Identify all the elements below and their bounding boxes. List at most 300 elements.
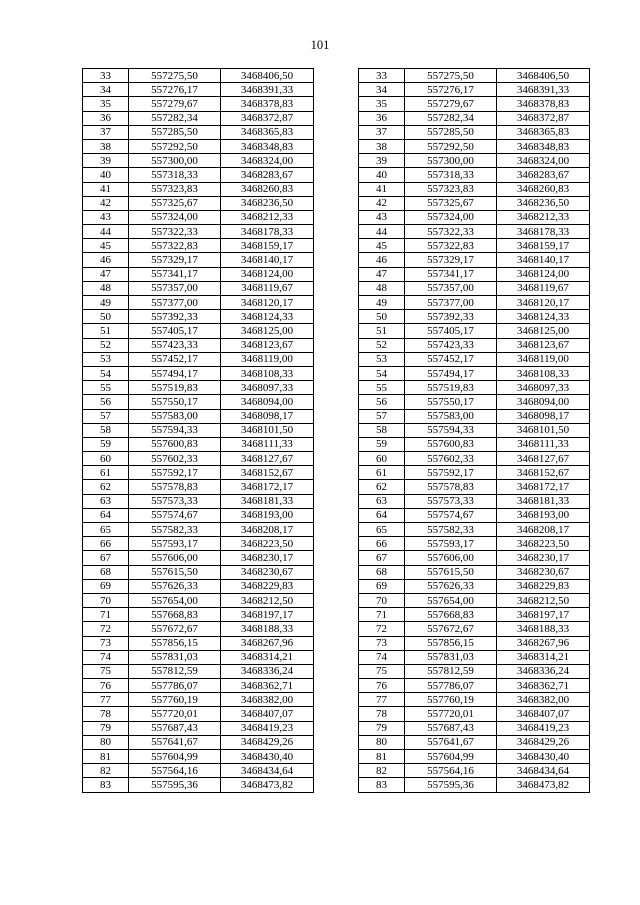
table-row xyxy=(359,168,590,182)
x-coordinate-cell: 557602,33 xyxy=(129,452,221,466)
point-number-cell: 59 xyxy=(359,437,405,451)
table-row xyxy=(83,537,314,551)
point-number-cell: 47 xyxy=(83,267,129,281)
y-coordinate-cell: 3468434,64 xyxy=(221,764,314,778)
x-coordinate-cell: 557594,33 xyxy=(405,423,497,437)
table-row xyxy=(83,636,314,650)
y-coordinate-cell: 3468181,33 xyxy=(497,494,590,508)
table-row xyxy=(83,139,314,153)
table-row xyxy=(83,182,314,196)
y-coordinate-cell: 3468125,00 xyxy=(221,324,314,338)
table-row xyxy=(83,253,314,267)
point-number-cell: 76 xyxy=(359,679,405,693)
table-row xyxy=(83,437,314,451)
point-number-cell: 55 xyxy=(359,381,405,395)
y-coordinate-cell: 3468429,26 xyxy=(497,735,590,749)
table-row xyxy=(359,324,590,338)
point-number-cell: 48 xyxy=(83,281,129,295)
point-number-cell: 40 xyxy=(359,168,405,182)
table-row xyxy=(83,593,314,607)
y-coordinate-cell: 3468283,67 xyxy=(221,168,314,182)
point-number-cell: 39 xyxy=(359,154,405,168)
point-number-cell: 61 xyxy=(359,466,405,480)
table-row xyxy=(359,97,590,111)
x-coordinate-cell: 557760,19 xyxy=(129,693,221,707)
table-row xyxy=(83,196,314,210)
y-coordinate-cell: 3468140,17 xyxy=(221,253,314,267)
table-row xyxy=(359,565,590,579)
x-coordinate-cell: 557600,83 xyxy=(129,437,221,451)
point-number-cell: 69 xyxy=(359,579,405,593)
point-number-cell: 63 xyxy=(359,494,405,508)
y-coordinate-cell: 3468178,33 xyxy=(221,225,314,239)
table-row xyxy=(359,764,590,778)
point-number-cell: 80 xyxy=(359,735,405,749)
x-coordinate-cell: 557856,15 xyxy=(405,636,497,650)
x-coordinate-cell: 557604,99 xyxy=(129,750,221,764)
y-coordinate-cell: 3468348,83 xyxy=(497,139,590,153)
x-coordinate-cell: 557324,00 xyxy=(405,210,497,224)
x-coordinate-cell: 557604,99 xyxy=(405,750,497,764)
y-coordinate-cell: 3468314,21 xyxy=(497,650,590,664)
table-row xyxy=(83,381,314,395)
x-coordinate-cell: 557423,33 xyxy=(405,338,497,352)
y-coordinate-cell: 3468473,82 xyxy=(497,778,590,792)
point-number-cell: 50 xyxy=(359,310,405,324)
y-coordinate-cell: 3468094,00 xyxy=(497,395,590,409)
table-row xyxy=(83,693,314,707)
y-coordinate-cell: 3468362,71 xyxy=(221,679,314,693)
y-coordinate-cell: 3468193,00 xyxy=(221,508,314,522)
x-coordinate-cell: 557318,33 xyxy=(129,168,221,182)
table-row xyxy=(83,551,314,565)
point-number-cell: 38 xyxy=(83,139,129,153)
x-coordinate-cell: 557786,07 xyxy=(405,679,497,693)
y-coordinate-cell: 3468348,83 xyxy=(221,139,314,153)
point-number-cell: 56 xyxy=(359,395,405,409)
table-row xyxy=(359,750,590,764)
point-number-cell: 37 xyxy=(359,125,405,139)
x-coordinate-cell: 557593,17 xyxy=(405,537,497,551)
x-coordinate-cell: 557786,07 xyxy=(129,679,221,693)
x-coordinate-cell: 557592,17 xyxy=(129,466,221,480)
y-coordinate-cell: 3468230,17 xyxy=(497,551,590,565)
x-coordinate-cell: 557322,33 xyxy=(129,225,221,239)
point-number-cell: 79 xyxy=(359,721,405,735)
y-coordinate-cell: 3468267,96 xyxy=(497,636,590,650)
x-coordinate-cell: 557582,33 xyxy=(405,523,497,537)
y-coordinate-cell: 3468124,33 xyxy=(497,310,590,324)
x-coordinate-cell: 557593,17 xyxy=(129,537,221,551)
x-coordinate-cell: 557292,50 xyxy=(405,139,497,153)
point-number-cell: 33 xyxy=(83,69,129,83)
y-coordinate-cell: 3468212,50 xyxy=(221,593,314,607)
table-row xyxy=(359,593,590,607)
x-coordinate-cell: 557279,67 xyxy=(129,97,221,111)
table-row xyxy=(359,239,590,253)
x-coordinate-cell: 557578,83 xyxy=(129,480,221,494)
x-coordinate-cell: 557377,00 xyxy=(129,296,221,310)
point-number-cell: 42 xyxy=(83,196,129,210)
x-coordinate-cell: 557594,33 xyxy=(129,423,221,437)
y-coordinate-cell: 3468197,17 xyxy=(497,608,590,622)
y-coordinate-cell: 3468124,00 xyxy=(497,267,590,281)
point-number-cell: 33 xyxy=(359,69,405,83)
table-row xyxy=(83,494,314,508)
x-coordinate-cell: 557392,33 xyxy=(405,310,497,324)
table-row xyxy=(359,83,590,97)
table-row xyxy=(359,366,590,380)
y-coordinate-cell: 3468212,33 xyxy=(497,210,590,224)
table-row xyxy=(83,239,314,253)
coordinates-table-left xyxy=(82,68,314,793)
table-row xyxy=(83,608,314,622)
table-row xyxy=(359,778,590,792)
point-number-cell: 81 xyxy=(359,750,405,764)
point-number-cell: 66 xyxy=(83,537,129,551)
x-coordinate-cell: 557285,50 xyxy=(129,125,221,139)
x-coordinate-cell: 557606,00 xyxy=(405,551,497,565)
table-row xyxy=(359,352,590,366)
x-coordinate-cell: 557668,83 xyxy=(405,608,497,622)
table-row xyxy=(83,409,314,423)
x-coordinate-cell: 557494,17 xyxy=(405,366,497,380)
y-coordinate-cell: 3468212,50 xyxy=(497,593,590,607)
point-number-cell: 82 xyxy=(83,764,129,778)
x-coordinate-cell: 557812,59 xyxy=(405,664,497,678)
point-number-cell: 63 xyxy=(83,494,129,508)
y-coordinate-cell: 3468119,00 xyxy=(497,352,590,366)
point-number-cell: 67 xyxy=(83,551,129,565)
y-coordinate-cell: 3468391,33 xyxy=(221,83,314,97)
table-row xyxy=(83,225,314,239)
y-coordinate-cell: 3468119,00 xyxy=(221,352,314,366)
table-row xyxy=(83,97,314,111)
x-coordinate-cell: 557615,50 xyxy=(405,565,497,579)
table-row xyxy=(359,693,590,707)
point-number-cell: 68 xyxy=(83,565,129,579)
table-row xyxy=(83,423,314,437)
point-number-cell: 38 xyxy=(359,139,405,153)
y-coordinate-cell: 3468124,00 xyxy=(221,267,314,281)
x-coordinate-cell: 557595,36 xyxy=(129,778,221,792)
point-number-cell: 78 xyxy=(359,707,405,721)
table-row xyxy=(359,537,590,551)
table-row xyxy=(83,324,314,338)
table-row xyxy=(83,168,314,182)
x-coordinate-cell: 557672,67 xyxy=(405,622,497,636)
x-coordinate-cell: 557322,33 xyxy=(405,225,497,239)
point-number-cell: 34 xyxy=(83,83,129,97)
x-coordinate-cell: 557292,50 xyxy=(129,139,221,153)
point-number-cell: 80 xyxy=(83,735,129,749)
point-number-cell: 55 xyxy=(83,381,129,395)
y-coordinate-cell: 3468120,17 xyxy=(497,296,590,310)
point-number-cell: 56 xyxy=(83,395,129,409)
y-coordinate-cell: 3468208,17 xyxy=(221,523,314,537)
table-row xyxy=(359,69,590,83)
x-coordinate-cell: 557615,50 xyxy=(129,565,221,579)
x-coordinate-cell: 557720,01 xyxy=(129,707,221,721)
x-coordinate-cell: 557300,00 xyxy=(405,154,497,168)
point-number-cell: 44 xyxy=(83,225,129,239)
table-row xyxy=(83,735,314,749)
point-number-cell: 57 xyxy=(83,409,129,423)
point-number-cell: 50 xyxy=(83,310,129,324)
point-number-cell: 73 xyxy=(359,636,405,650)
table-row xyxy=(359,310,590,324)
table-row xyxy=(83,565,314,579)
point-number-cell: 75 xyxy=(359,664,405,678)
x-coordinate-cell: 557494,17 xyxy=(129,366,221,380)
y-coordinate-cell: 3468236,50 xyxy=(497,196,590,210)
table-row xyxy=(359,281,590,295)
point-number-cell: 83 xyxy=(83,778,129,792)
table-row xyxy=(359,210,590,224)
point-number-cell: 58 xyxy=(83,423,129,437)
x-coordinate-cell: 557329,17 xyxy=(405,253,497,267)
y-coordinate-cell: 3468197,17 xyxy=(221,608,314,622)
table-row xyxy=(83,366,314,380)
table-row xyxy=(359,707,590,721)
x-coordinate-cell: 557687,43 xyxy=(405,721,497,735)
point-number-cell: 71 xyxy=(83,608,129,622)
x-coordinate-cell: 557592,17 xyxy=(405,466,497,480)
point-number-cell: 62 xyxy=(83,480,129,494)
y-coordinate-cell: 3468430,40 xyxy=(221,750,314,764)
y-coordinate-cell: 3468406,50 xyxy=(221,69,314,83)
y-coordinate-cell: 3468212,33 xyxy=(221,210,314,224)
y-coordinate-cell: 3468172,17 xyxy=(497,480,590,494)
point-number-cell: 71 xyxy=(359,608,405,622)
x-coordinate-cell: 557300,00 xyxy=(129,154,221,168)
x-coordinate-cell: 557322,83 xyxy=(129,239,221,253)
table-row xyxy=(359,139,590,153)
x-coordinate-cell: 557325,67 xyxy=(129,196,221,210)
point-number-cell: 45 xyxy=(359,239,405,253)
y-coordinate-cell: 3468125,00 xyxy=(497,324,590,338)
y-coordinate-cell: 3468324,00 xyxy=(221,154,314,168)
y-coordinate-cell: 3468260,83 xyxy=(221,182,314,196)
table-row xyxy=(83,750,314,764)
point-number-cell: 62 xyxy=(359,480,405,494)
y-coordinate-cell: 3468407,07 xyxy=(221,707,314,721)
point-number-cell: 74 xyxy=(83,650,129,664)
x-coordinate-cell: 557578,83 xyxy=(405,480,497,494)
y-coordinate-cell: 3468365,83 xyxy=(221,125,314,139)
y-coordinate-cell: 3468140,17 xyxy=(497,253,590,267)
table-row xyxy=(359,480,590,494)
point-number-cell: 68 xyxy=(359,565,405,579)
table-row xyxy=(83,267,314,281)
x-coordinate-cell: 557564,16 xyxy=(129,764,221,778)
table-row xyxy=(359,622,590,636)
point-number-cell: 37 xyxy=(83,125,129,139)
table-row xyxy=(359,154,590,168)
y-coordinate-cell: 3468119,67 xyxy=(221,281,314,295)
x-coordinate-cell: 557452,17 xyxy=(129,352,221,366)
point-number-cell: 35 xyxy=(83,97,129,111)
point-number-cell: 44 xyxy=(359,225,405,239)
y-coordinate-cell: 3468419,23 xyxy=(497,721,590,735)
x-coordinate-cell: 557720,01 xyxy=(405,707,497,721)
x-coordinate-cell: 557341,17 xyxy=(129,267,221,281)
y-coordinate-cell: 3468208,17 xyxy=(497,523,590,537)
y-coordinate-cell: 3468098,17 xyxy=(221,409,314,423)
point-number-cell: 66 xyxy=(359,537,405,551)
x-coordinate-cell: 557668,83 xyxy=(129,608,221,622)
y-coordinate-cell: 3468473,82 xyxy=(221,778,314,792)
point-number-cell: 69 xyxy=(83,579,129,593)
x-coordinate-cell: 557377,00 xyxy=(405,296,497,310)
point-number-cell: 77 xyxy=(83,693,129,707)
y-coordinate-cell: 3468378,83 xyxy=(221,97,314,111)
x-coordinate-cell: 557582,33 xyxy=(129,523,221,537)
point-number-cell: 79 xyxy=(83,721,129,735)
y-coordinate-cell: 3468094,00 xyxy=(221,395,314,409)
y-coordinate-cell: 3468314,21 xyxy=(221,650,314,664)
x-coordinate-cell: 557357,00 xyxy=(405,281,497,295)
y-coordinate-cell: 3468108,33 xyxy=(497,366,590,380)
x-coordinate-cell: 557550,17 xyxy=(405,395,497,409)
table-row xyxy=(83,452,314,466)
point-number-cell: 65 xyxy=(359,523,405,537)
point-number-cell: 41 xyxy=(359,182,405,196)
x-coordinate-cell: 557573,33 xyxy=(129,494,221,508)
point-number-cell: 43 xyxy=(359,210,405,224)
y-coordinate-cell: 3468223,50 xyxy=(221,537,314,551)
y-coordinate-cell: 3468178,33 xyxy=(497,225,590,239)
x-coordinate-cell: 557324,00 xyxy=(129,210,221,224)
table-row xyxy=(359,125,590,139)
table-row xyxy=(83,111,314,125)
point-number-cell: 52 xyxy=(83,338,129,352)
x-coordinate-cell: 557573,33 xyxy=(405,494,497,508)
table-row xyxy=(359,267,590,281)
x-coordinate-cell: 557275,50 xyxy=(405,69,497,83)
table-row xyxy=(83,508,314,522)
y-coordinate-cell: 3468152,67 xyxy=(497,466,590,480)
table-row xyxy=(359,650,590,664)
table-row xyxy=(359,735,590,749)
table-row xyxy=(359,494,590,508)
table-row xyxy=(83,579,314,593)
point-number-cell: 54 xyxy=(83,366,129,380)
point-number-cell: 76 xyxy=(83,679,129,693)
point-number-cell: 49 xyxy=(359,296,405,310)
x-coordinate-cell: 557322,83 xyxy=(405,239,497,253)
point-number-cell: 36 xyxy=(359,111,405,125)
table-row xyxy=(83,707,314,721)
point-number-cell: 60 xyxy=(83,452,129,466)
y-coordinate-cell: 3468230,67 xyxy=(221,565,314,579)
x-coordinate-cell: 557452,17 xyxy=(405,352,497,366)
y-coordinate-cell: 3468230,67 xyxy=(497,565,590,579)
point-number-cell: 40 xyxy=(83,168,129,182)
point-number-cell: 41 xyxy=(83,182,129,196)
point-number-cell: 52 xyxy=(359,338,405,352)
y-coordinate-cell: 3468430,40 xyxy=(497,750,590,764)
x-coordinate-cell: 557405,17 xyxy=(129,324,221,338)
point-number-cell: 51 xyxy=(83,324,129,338)
table-row xyxy=(83,281,314,295)
y-coordinate-cell: 3468372,87 xyxy=(221,111,314,125)
y-coordinate-cell: 3468193,00 xyxy=(497,508,590,522)
point-number-cell: 43 xyxy=(83,210,129,224)
x-coordinate-cell: 557405,17 xyxy=(405,324,497,338)
point-number-cell: 82 xyxy=(359,764,405,778)
x-coordinate-cell: 557856,15 xyxy=(129,636,221,650)
y-coordinate-cell: 3468382,00 xyxy=(221,693,314,707)
point-number-cell: 53 xyxy=(359,352,405,366)
y-coordinate-cell: 3468172,17 xyxy=(221,480,314,494)
table-row xyxy=(359,253,590,267)
table-row xyxy=(83,523,314,537)
y-coordinate-cell: 3468434,64 xyxy=(497,764,590,778)
y-coordinate-cell: 3468267,96 xyxy=(221,636,314,650)
table-row xyxy=(83,310,314,324)
table-row xyxy=(83,622,314,636)
x-coordinate-cell: 557275,50 xyxy=(129,69,221,83)
table-row xyxy=(83,154,314,168)
point-number-cell: 34 xyxy=(359,83,405,97)
y-coordinate-cell: 3468382,00 xyxy=(497,693,590,707)
x-coordinate-cell: 557574,67 xyxy=(405,508,497,522)
x-coordinate-cell: 557519,83 xyxy=(405,381,497,395)
x-coordinate-cell: 557672,67 xyxy=(129,622,221,636)
page-number: 101 xyxy=(310,38,330,52)
table-row xyxy=(359,636,590,650)
y-coordinate-cell: 3468230,17 xyxy=(221,551,314,565)
y-coordinate-cell: 3468188,33 xyxy=(221,622,314,636)
point-number-cell: 70 xyxy=(359,593,405,607)
point-number-cell: 64 xyxy=(83,508,129,522)
y-coordinate-cell: 3468223,50 xyxy=(497,537,590,551)
table-row xyxy=(83,352,314,366)
y-coordinate-cell: 3468336,24 xyxy=(221,664,314,678)
y-coordinate-cell: 3468159,17 xyxy=(221,239,314,253)
x-coordinate-cell: 557550,17 xyxy=(129,395,221,409)
point-number-cell: 35 xyxy=(359,97,405,111)
x-coordinate-cell: 557626,33 xyxy=(405,579,497,593)
table-row xyxy=(359,579,590,593)
point-number-cell: 60 xyxy=(359,452,405,466)
table-row xyxy=(359,437,590,451)
table-row xyxy=(359,338,590,352)
point-number-cell: 39 xyxy=(83,154,129,168)
y-coordinate-cell: 3468127,67 xyxy=(497,452,590,466)
y-coordinate-cell: 3468119,67 xyxy=(497,281,590,295)
table-row xyxy=(83,395,314,409)
y-coordinate-cell: 3468365,83 xyxy=(497,125,590,139)
table-row xyxy=(83,721,314,735)
table-row xyxy=(359,111,590,125)
point-number-cell: 46 xyxy=(359,253,405,267)
x-coordinate-cell: 557602,33 xyxy=(405,452,497,466)
x-coordinate-cell: 557329,17 xyxy=(129,253,221,267)
y-coordinate-cell: 3468111,33 xyxy=(497,437,590,451)
y-coordinate-cell: 3468101,50 xyxy=(221,423,314,437)
point-number-cell: 61 xyxy=(83,466,129,480)
y-coordinate-cell: 3468111,33 xyxy=(221,437,314,451)
table-row xyxy=(83,650,314,664)
y-coordinate-cell: 3468283,67 xyxy=(497,168,590,182)
point-number-cell: 73 xyxy=(83,636,129,650)
point-number-cell: 67 xyxy=(359,551,405,565)
table-row xyxy=(83,125,314,139)
y-coordinate-cell: 3468429,26 xyxy=(221,735,314,749)
x-coordinate-cell: 557583,00 xyxy=(129,409,221,423)
